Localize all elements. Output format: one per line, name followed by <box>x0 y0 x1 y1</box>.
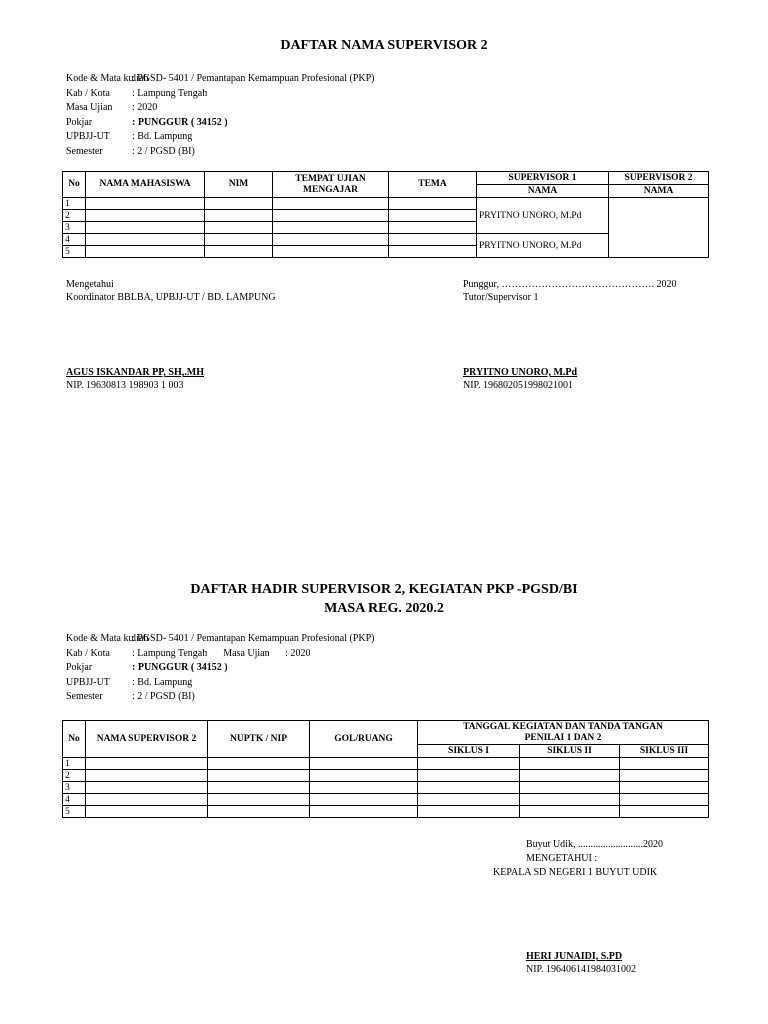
meta-value: : PUNGGUR ( 34152 ) <box>132 662 228 673</box>
row-number: 3 <box>63 222 86 234</box>
meta-value: : Lampung Tengah <box>132 87 208 99</box>
meta-value: : Lampung Tengah <box>132 647 208 659</box>
sign-role: Koordinator BBLBA, UPBJJ-UT / BD. LAMPUNG <box>66 291 276 303</box>
col-header-no: No <box>63 172 86 198</box>
signer-name: PRYITNO UNORO, M.Pd <box>463 367 578 378</box>
col-header-supervisor-1: SUPERVISOR 1 <box>477 172 609 185</box>
signer-name: AGUS ISKANDAR PP, SH,.MH <box>66 367 204 378</box>
col-header-supervisor-2-nama: NAMA <box>609 185 709 198</box>
doc1-meta-upbjj <box>66 130 374 145</box>
meta-value: : 2 / PGSD (BI) <box>132 691 195 702</box>
meta-value: : 2 / PGSD (BI) <box>132 145 195 157</box>
row-number: 4 <box>63 794 86 806</box>
meta-key: Kode & Mata kuliah <box>66 73 149 84</box>
col-header-supervisor-1-nama: NAMA <box>477 185 609 198</box>
doc2-meta-kode <box>66 632 374 647</box>
doc2-title-line2: MASA REG. 2020.2 <box>324 601 444 616</box>
row-number: 1 <box>63 758 86 770</box>
meta-value: : Bd. Lampung <box>132 676 193 688</box>
doc1-title: DAFTAR NAMA SUPERVISOR 2 <box>280 38 488 53</box>
meta-key: Pokjar <box>66 116 93 128</box>
table-row <box>63 782 709 794</box>
table-row <box>63 770 709 782</box>
doc2-meta-upbjj <box>66 676 374 691</box>
doc1-table <box>62 171 709 258</box>
table-row <box>63 794 709 806</box>
doc2-meta-block <box>66 632 374 705</box>
row-number: 2 <box>63 210 86 222</box>
doc2-title <box>0 580 768 618</box>
meta-key: Kab / Kota <box>66 87 110 99</box>
col-header-gol-ruang: GOL/RUANG <box>310 721 418 758</box>
doc1-meta-pokjar <box>66 116 374 131</box>
row-number: 5 <box>63 806 86 818</box>
supervisor-2-cell <box>609 198 709 258</box>
doc2-signature-name <box>526 951 636 976</box>
doc1-signature-left-name <box>66 367 204 392</box>
doc2-table <box>62 720 709 818</box>
supervisor-1-name: PRYITNO UNORO, M.Pd <box>477 234 609 258</box>
col-header-nim: NIM <box>205 172 273 198</box>
doc2-meta-pokjar <box>66 661 374 676</box>
doc2-signature-role: KEPALA SD NEGERI 1 BUYUT UDIK <box>493 867 658 878</box>
row-number: 5 <box>63 246 86 258</box>
meta-value: : PUNGGUR ( 34152 ) <box>132 116 228 128</box>
meta-key: UPBJJ-UT <box>66 676 110 688</box>
meta-key: Kab / Kota <box>66 647 110 659</box>
col-header-no: No <box>63 721 86 758</box>
doc2-meta-semester <box>66 690 374 705</box>
meta-key: Kode & Mata kuliah <box>66 633 149 644</box>
sign-place-date: Buyut Udik, ..........................2020 <box>526 839 663 850</box>
doc1-meta-semester <box>66 145 374 160</box>
signer-nip: NIP. 19630813 198903 1 003 <box>66 379 184 391</box>
doc2-title-line1: DAFTAR HADIR SUPERVISOR 2, KEGIATAN PKP -PGSD/BI <box>190 582 578 597</box>
col-header-nama-supervisor: NAMA SUPERVISOR 2 <box>86 721 208 758</box>
signer-nip: NIP. 196406141984031002 <box>526 963 637 975</box>
row-number: 4 <box>63 234 86 246</box>
meta-key: UPBJJ-UT <box>66 131 110 142</box>
row-number: 2 <box>63 770 86 782</box>
meta-value: : PGSD- 5401 / Pemantapan Kemampuan Profesional (PKP) <box>132 633 375 644</box>
col-header-nama-mahasiswa: NAMA MAHASISWA <box>86 172 205 198</box>
row-number: 3 <box>63 782 86 794</box>
row-number: 1 <box>63 198 86 210</box>
signer-nip: NIP. 196802051998021001 <box>463 379 574 391</box>
doc1-signature-right <box>463 279 677 304</box>
doc1-signature-left <box>66 279 276 304</box>
sign-place-date: Punggur, ………………………………………. 2020 <box>463 279 677 290</box>
col-header-siklus-2: SIKLUS II <box>520 745 620 758</box>
doc2-signature-place <box>526 838 663 865</box>
doc1-meta-kode <box>66 72 374 87</box>
col-header-tanggal-kegiatan: TANGGAL KEGIATAN DAN TANDA TANGAN PENILAI 1 DAN 2 <box>418 721 709 745</box>
table-row <box>63 198 709 210</box>
col-header-siklus-1: SIKLUS I <box>418 745 520 758</box>
meta-value: : PGSD- 5401 / Pemantapan Kemampuan Profesional (PKP) <box>132 73 375 84</box>
supervisor-1-name: PRYITNO UNORO, M.Pd <box>477 198 609 234</box>
meta-key: Masa Ujian <box>223 647 270 659</box>
meta-value: : 2020 <box>285 647 311 659</box>
sign-mengetahui: MENGETAHUI : <box>526 852 598 864</box>
col-header-nuptk-nip: NUPTK / NIP <box>208 721 310 758</box>
col-header-siklus-3: SIKLUS III <box>620 745 709 758</box>
meta-key: Semester <box>66 691 103 702</box>
col-header-tema: TEMA <box>389 172 477 198</box>
signer-name: HERI JUNAIDI, S.PD <box>526 951 623 962</box>
meta-key: Pokjar <box>66 662 93 673</box>
sign-role: Tutor/Supervisor 1 <box>463 291 539 303</box>
meta-value: : 2020 <box>132 102 158 113</box>
doc2-meta-kab <box>66 647 374 662</box>
col-header-tempat-ujian: TEMPAT UJIAN MENGAJAR <box>273 172 389 198</box>
meta-key: Masa Ujian <box>66 102 113 113</box>
doc1-meta-masa <box>66 101 374 116</box>
doc1-meta-block <box>66 72 374 159</box>
table-row <box>63 758 709 770</box>
sign-label: Mengetahui <box>66 279 114 290</box>
meta-value: : Bd. Lampung <box>132 131 193 142</box>
doc1-meta-kab <box>66 87 374 102</box>
col-header-supervisor-2: SUPERVISOR 2 <box>609 172 709 185</box>
table-row <box>63 806 709 818</box>
doc1-signature-right-name <box>463 367 577 392</box>
meta-key: Semester <box>66 145 103 157</box>
